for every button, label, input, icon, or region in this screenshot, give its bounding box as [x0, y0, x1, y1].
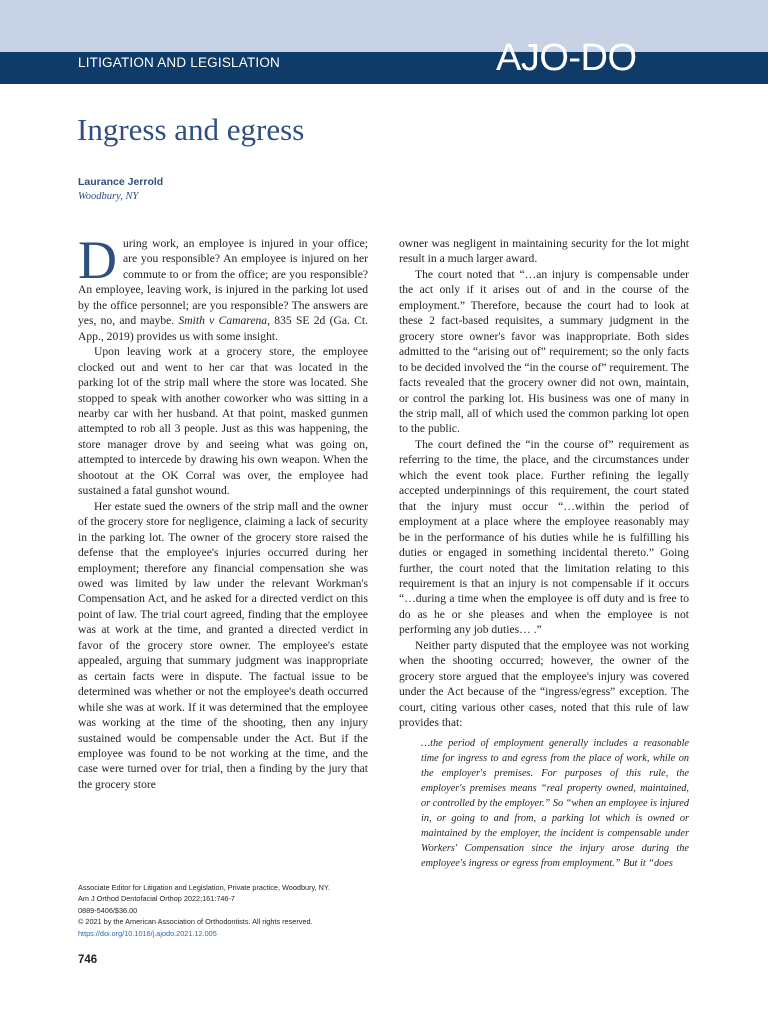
footnote-issn: 0889-5406/$36.00 — [78, 905, 138, 915]
paragraph: The court noted that “…an injury is compensable under the act only if it arises out of and in the course of the employment.” Therefore, because the court had to look at these 2 fact-based requisites, a summary judgment in the grocery store owner's favor was inappropriate. Both sides admitted to the “arising out of” requirement; so the only facts to be decided involved the “in the course of” requirement. The facts revealed that the grocery owner did not own, maintain, or control the parking lot. His business was one of many in the strip mall, all of which used the common parking lot open to the public. — [399, 267, 689, 436]
footnote — [78, 882, 378, 939]
paragraph-text: , 835 SE 2d (Ga. Ct. App., 2019) provides us with some insight. — [78, 314, 368, 343]
paragraph-text: uring work, an employee is injured in your office; are you responsible? An employee is injured on her commute to or from the office; are you responsible? An employee, leaving work, is injured in the parking lot used by the office personnel; are you responsible? The answers are yes, no, and maybe. — [78, 237, 368, 328]
author-name: Laurance Jerrold — [78, 176, 164, 188]
footnote-citation: Am J Orthod Dentofacial Orthop 2022;161:746-7 — [78, 894, 235, 904]
right-column — [399, 236, 689, 946]
page-number: 746 — [78, 954, 98, 966]
drop-cap: D — [78, 236, 117, 290]
article-title: Ingress and egress — [77, 112, 305, 147]
footnote-copyright: © 2021 by the American Association of Orthodontists. All rights reserved. — [78, 917, 313, 927]
paragraph: Her estate sued the owners of the strip mall and the owner of the grocery store for negligence, claiming a lack of security in the parking lot. The owner of the grocery store raised the defense that the employee's injuries occurred during her employment; therefore any financial compensation she was owed was limited by law under the relevant Workman's Compensation Act, and he asked for a directed verdict on this point of law. The trial court agreed, finding that the employee was at work at the time, and granted a directed verdict in favor of the grocery store owner. The employee's estate appealed, arguing that summary judgment was inappropriate as certain facts were in dispute. The factual issue to be determined was whether or not the employee's death occurred while she was at work. If it was determined that the employee was working at the time of the shooting, then any injury sustained would be compensable under the Act. But if the employee was found to be not working at the time, and the case were turned over for trial, then a finding by the jury that the grocery store — [78, 499, 368, 791]
author-affiliation: Woodbury, NY — [78, 191, 139, 202]
section-label: LITIGATION AND LEGISLATION — [78, 55, 280, 70]
paragraph: Neither party disputed that the employee was not working when the shooting occurred; however, the owner of the grocery store argued that the employee's injury was covered under the Act because of the “ingress/egress” exception. The court, citing various other cases, noted that this rule of law provides that: — [399, 638, 689, 730]
paragraph: The court defined the “in the course of” requirement as referring to the time, the place, and the circumstances under which the event took place. Further refining the legally accepted underpinnings of this requirement, the court stated that the injury must occur “…within the period of employment at a place where the employee reasonably may be in the performance of his duties while he is fulfilling his duties or engaged in something incidental thereto.” Going further, the court noted that the limitation relating to this requirement is that an injury is not compensable if it occurs “…during a time when the employee is off duty and is free to do as he or she pleases and when the employee is not performing any job duties… .” — [399, 437, 689, 637]
paragraph: Upon leaving work at a grocery store, the employee clocked out and went to her car that was located in the parking lot of the strip mall where the store was located. She stopped to speak with another coworker who was sitting in a nearby car with her husband. At that point, masked gunmen attempted to rob all 3 people. Just as this was happening, the store manager drove by and seeing what was going on, attempted to intercede by drawing his own weapon. When the shootout at the OK Corral was over, the employee had sustained a fatal gunshot wound. — [78, 345, 368, 498]
case-citation: Smith v Camarena — [178, 314, 268, 328]
header-band — [0, 0, 768, 52]
left-column — [78, 236, 368, 848]
journal-logo: AJO-DO — [496, 37, 637, 79]
paragraph: owner was negligent in maintaining security for the lot might result in a much larger award. — [399, 237, 689, 266]
footnote-affiliation: Associate Editor for Litigation and Legislation, Private practice, Woodbury, NY. — [78, 883, 330, 892]
doi-link[interactable]: https://doi.org/10.1016/j.ajodo.2021.12.005 — [78, 928, 217, 938]
paragraph — [78, 236, 368, 344]
block-quote: …the period of employment generally includes a reasonable time for ingress to and egress from the place of work, while on the employer's premises. For purposes of this rule, the employer's premises means “real property owned, maintained, or controlled by the employer.” So “when an employee is injured in, or going to and from, a parking lot which is owned or maintained by the employer, the incident is compensable under Workers' Compensation since the injury arose during the employee's ingress or egress from employment.” But it “does — [421, 737, 689, 870]
